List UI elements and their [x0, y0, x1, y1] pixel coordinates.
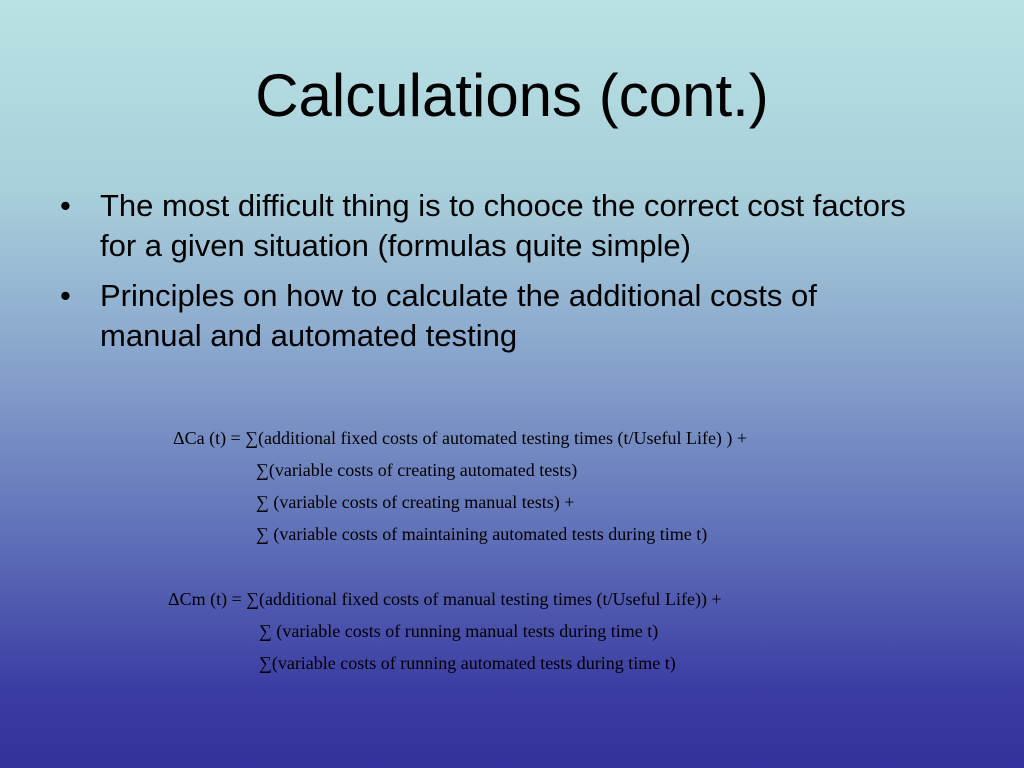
- formula-line: ∑ (variable costs of maintaining automated tests during time t): [256, 524, 708, 544]
- bullet-text: Principles on how to calculate the additional costs of manual and automated testing: [100, 278, 817, 353]
- formula-line: ΔCa (t) = ∑(additional fixed costs of automated testing times (t/Useful Life) ) +: [173, 428, 748, 448]
- formula-line: ∑(variable costs of creating automated tests): [256, 460, 578, 480]
- bullet-list: [60, 186, 920, 366]
- bullet-item: [60, 186, 920, 266]
- formula-line: ∑ (variable costs of running manual tests during time t): [259, 621, 659, 641]
- slide-title: Calculations (cont.): [255, 62, 769, 129]
- formula-line: ∑ (variable costs of creating manual tests) +: [256, 492, 575, 512]
- formula-line: ΔCm (t) = ∑(additional fixed costs of manual testing times (t/Useful Life)) +: [168, 589, 722, 609]
- bullet-item: [60, 276, 920, 356]
- bullet-marker: •: [60, 188, 71, 223]
- bullet-marker: •: [60, 278, 71, 313]
- bullet-text: The most difficult thing is to chooce the correct cost factors for a given situation (formulas quite simple): [100, 188, 906, 263]
- formula-line: ∑(variable costs of running automated tests during time t): [259, 653, 676, 673]
